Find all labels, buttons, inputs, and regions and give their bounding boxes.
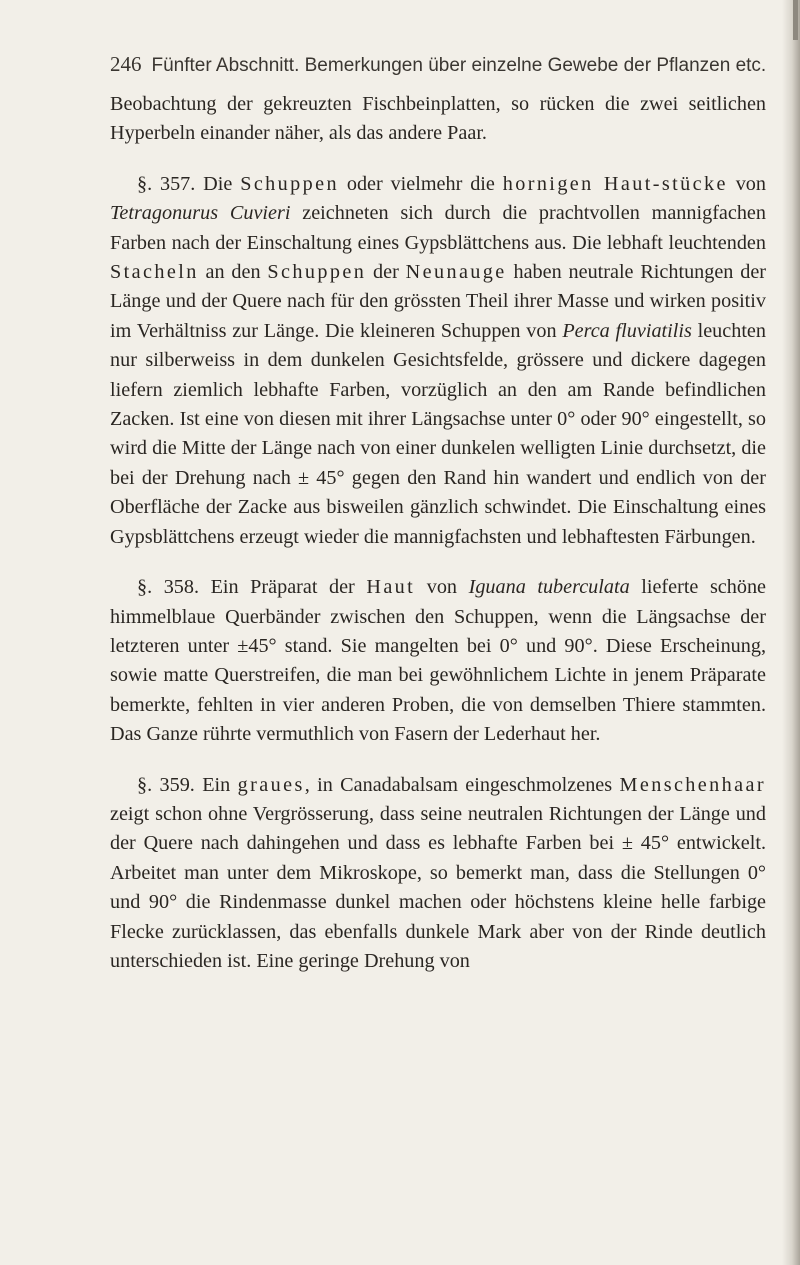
- spaced-term: Haut: [366, 576, 416, 599]
- species-name: Perca fluviatilis: [562, 319, 692, 342]
- text-run: , in Canadabalsam eingeschmolzenes: [304, 773, 620, 796]
- paragraph-text: Beobachtung der gekreuzten Fischbeinplatten, so rücken die zwei seitlichen Hyperbeln einander näher, als das andere Paar.: [110, 93, 766, 145]
- page-edge-shadow: [782, 0, 800, 1265]
- spaced-term: Schuppen: [267, 261, 367, 284]
- text-run: haben neutrale Richtungen der Länge und der Quere nach für den grössten Theil ihrer Masse und wirken positiv im Verhältniss zur Länge. Die kleineren Schuppen von: [110, 261, 767, 342]
- text-run: Ein Präparat der: [199, 576, 367, 599]
- text-run: von: [415, 576, 469, 599]
- page-number: 246: [110, 52, 142, 76]
- spaced-term: Menschenhaar: [619, 773, 766, 796]
- text-run: der: [366, 261, 406, 284]
- running-title: Fünfter Abschnitt. Bemerkungen über einzelne Gewebe der Pflanzen etc.: [151, 55, 767, 76]
- spaced-term: Stacheln: [110, 261, 199, 284]
- spaced-term: graues: [237, 773, 305, 796]
- section-number: §. 357.: [137, 172, 196, 195]
- text-run: lieferte schöne himmelblaue Querbänder zwischen den Schuppen, wenn die Längsachse der letzteren unter ±45° stand. Sie mangelten bei 0° und 90°. Diese Erscheinung, sowie matte Querstreifen, die man bei gewöhnlichem Lichte in jenem Präparate bemerkte, fehlten in vier anderen Proben, die von demselben Thiere stammten. Das Ganze rührte vermuthlich von Fasern der Lederhaut her.: [110, 576, 767, 746]
- paragraph-section-358: [110, 573, 766, 749]
- text-run: zeigt schon ohne Vergrösserung, dass seine neutralen Richtungen der Länge und der Quere nach dahingehen und dass es lebhafte Farben bei ± 45° entwickelt. Arbeitet man unter dem Mikroskope, so bemerkt man, dass die Stellungen 0° und 90° die Rindenmasse dunkel machen oder höchstens kleine helle farbige Flecke zurücklassen, das ebenfalls dunkele Mark aber von der Rinde deutlich unterschieden ist. Eine geringe Drehung von: [110, 802, 766, 972]
- section-number: §. 359.: [137, 773, 195, 796]
- text-run: oder vielmehr die: [339, 172, 503, 195]
- text-run: Ein: [194, 773, 238, 796]
- running-header: [110, 52, 770, 82]
- spaced-term: hornigen Haut-stücke: [502, 172, 728, 195]
- section-number: §. 358.: [137, 576, 200, 599]
- text-run: Die: [195, 172, 241, 195]
- paragraph-continuation: [110, 90, 766, 149]
- paragraph-section-359: [110, 771, 766, 977]
- species-name: Iguana tuberculata: [468, 576, 630, 599]
- spaced-term: Neunauge: [405, 261, 507, 284]
- text-run: zeichneten sich durch die prachtvollen mannigfachen Farben nach der Einschaltung eines Gypsblättchens aus. Die lebhaft leuchtenden: [110, 202, 766, 254]
- paragraph-section-357: [110, 170, 766, 552]
- spaced-term: Schuppen: [240, 172, 340, 195]
- text-run: von: [727, 172, 766, 195]
- text-run: leuchten nur silberweiss in dem dunkelen Gesichtsfelde, grössere und dickere dagegen liefern ziemlich lebhafte Farben, vorzüglich an den am Rande befindlichen Zacken. Ist eine von diesen mit ihrer Längsachse unter 0° oder 90° eingestellt, so wird die Mitte der Länge nach von einer dunkelen welligten Linie durchsetzt, die bei der Drehung nach ± 45° gegen den Rand hin wandert und endlich von der Oberfläche der Zacke aus bisweilen gänzlich schwindet. Die Einschaltung eines Gypsblättchens erzeugt wieder die mannigfachsten und lebhaftesten Färbungen.: [110, 319, 766, 548]
- page-body: [110, 90, 766, 997]
- species-name: Tetragonurus Cuvieri: [110, 202, 291, 225]
- text-run: an den: [198, 261, 268, 284]
